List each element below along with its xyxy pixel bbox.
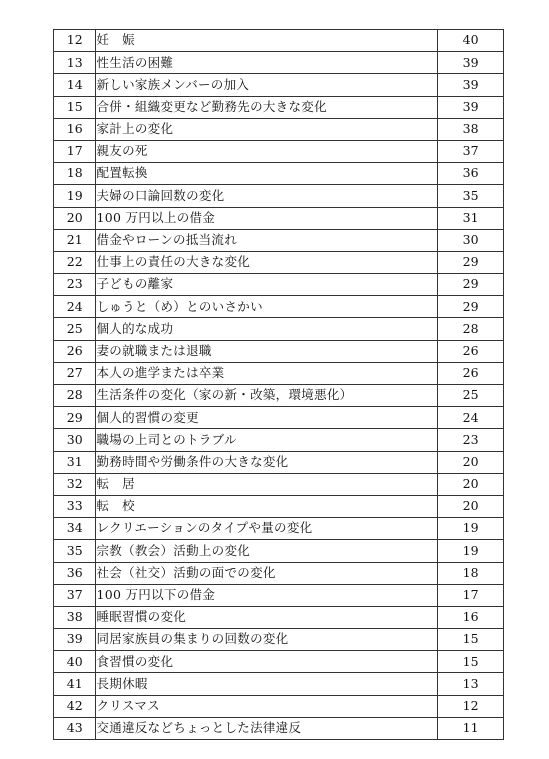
life-event-cell: 合併・組織変更など勤務先の大きな変化: [96, 96, 438, 118]
row-number-cell: 18: [54, 163, 96, 185]
stress-score-cell: 28: [438, 318, 504, 340]
life-event-cell: 100 万円以下の借金: [96, 584, 438, 606]
row-number-cell: 14: [54, 74, 96, 96]
row-number-cell: 30: [54, 429, 96, 451]
stress-score-cell: 12: [438, 695, 504, 717]
life-event-cell: 社会（社交）活動の面での変化: [96, 562, 438, 584]
stress-score-cell: 29: [438, 274, 504, 296]
life-event-cell: 同居家族員の集まりの回数の変化: [96, 629, 438, 651]
row-number-cell: 13: [54, 52, 96, 74]
life-event-cell: 子どもの離家: [96, 274, 438, 296]
stress-score-cell: 36: [438, 163, 504, 185]
table-row: [54, 429, 504, 451]
table-row: [54, 584, 504, 606]
stress-score-cell: 39: [438, 52, 504, 74]
row-number-cell: 42: [54, 695, 96, 717]
table-row: [54, 629, 504, 651]
life-events-table: [53, 29, 504, 740]
table-row: [54, 673, 504, 695]
table-row: [54, 74, 504, 96]
stress-score-cell: 23: [438, 429, 504, 451]
table-row: [54, 385, 504, 407]
row-number-cell: 27: [54, 362, 96, 384]
life-event-cell: 交通違反などちょっとした法律違反: [96, 717, 438, 739]
life-event-cell: しゅうと（め）とのいさかい: [96, 296, 438, 318]
life-event-cell: 食習慣の変化: [96, 651, 438, 673]
life-event-cell: 本人の進学または卒業: [96, 362, 438, 384]
life-event-cell: 借金やローンの抵当流れ: [96, 229, 438, 251]
table-row: [54, 540, 504, 562]
life-event-cell: 生活条件の変化（家の新・改築，環境悪化）: [96, 385, 438, 407]
table-row: [54, 562, 504, 584]
stress-score-cell: 25: [438, 385, 504, 407]
stress-score-cell: 19: [438, 518, 504, 540]
row-number-cell: 40: [54, 651, 96, 673]
stress-score-cell: 40: [438, 30, 504, 52]
life-event-cell: 配置転換: [96, 163, 438, 185]
life-event-cell: 性生活の困難: [96, 52, 438, 74]
table-row: [54, 407, 504, 429]
row-number-cell: 43: [54, 717, 96, 739]
row-number-cell: 16: [54, 118, 96, 140]
life-event-cell: 宗教（教会）活動上の変化: [96, 540, 438, 562]
table-row: [54, 695, 504, 717]
stress-score-cell: 20: [438, 495, 504, 517]
row-number-cell: 20: [54, 207, 96, 229]
life-event-cell: 夫婦の口論回数の変化: [96, 185, 438, 207]
stress-score-cell: 18: [438, 562, 504, 584]
stress-score-cell: 35: [438, 185, 504, 207]
life-event-cell: レクリエーションのタイプや量の変化: [96, 518, 438, 540]
stress-score-cell: 30: [438, 229, 504, 251]
table-body: [54, 30, 504, 740]
life-event-cell: 親友の死: [96, 140, 438, 162]
life-event-cell: 転 校: [96, 495, 438, 517]
row-number-cell: 28: [54, 385, 96, 407]
stress-score-cell: 19: [438, 540, 504, 562]
stress-score-cell: 20: [438, 451, 504, 473]
table-row: [54, 185, 504, 207]
stress-score-cell: 37: [438, 140, 504, 162]
life-event-cell: 睡眠習慣の変化: [96, 606, 438, 628]
life-event-cell: 仕事上の責任の大きな変化: [96, 251, 438, 273]
life-event-cell: 妻の就職または退職: [96, 340, 438, 362]
table-row: [54, 140, 504, 162]
table-row: [54, 606, 504, 628]
row-number-cell: 22: [54, 251, 96, 273]
table-row: [54, 451, 504, 473]
table-row: [54, 163, 504, 185]
table-row: [54, 96, 504, 118]
table-row: [54, 362, 504, 384]
row-number-cell: 32: [54, 473, 96, 495]
row-number-cell: 15: [54, 96, 96, 118]
row-number-cell: 33: [54, 495, 96, 517]
table-row: [54, 518, 504, 540]
life-event-cell: 個人的な成功: [96, 318, 438, 340]
stress-score-cell: 26: [438, 362, 504, 384]
row-number-cell: 39: [54, 629, 96, 651]
row-number-cell: 25: [54, 318, 96, 340]
life-event-cell: 個人的習慣の変更: [96, 407, 438, 429]
stress-score-cell: 11: [438, 717, 504, 739]
stress-score-cell: 17: [438, 584, 504, 606]
table-row: [54, 251, 504, 273]
table-row: [54, 495, 504, 517]
stress-score-cell: 26: [438, 340, 504, 362]
stress-score-cell: 15: [438, 651, 504, 673]
stress-score-cell: 31: [438, 207, 504, 229]
table-row: [54, 717, 504, 739]
stress-score-cell: 39: [438, 96, 504, 118]
stress-score-cell: 38: [438, 118, 504, 140]
row-number-cell: 38: [54, 606, 96, 628]
table-row: [54, 30, 504, 52]
stress-score-cell: 29: [438, 251, 504, 273]
life-event-cell: 長期休暇: [96, 673, 438, 695]
row-number-cell: 17: [54, 140, 96, 162]
life-event-cell: 勤務時間や労働条件の大きな変化: [96, 451, 438, 473]
life-event-cell: 職場の上司とのトラブル: [96, 429, 438, 451]
table-row: [54, 207, 504, 229]
life-event-cell: クリスマス: [96, 695, 438, 717]
stress-score-cell: 16: [438, 606, 504, 628]
life-event-cell: 妊 娠: [96, 30, 438, 52]
row-number-cell: 31: [54, 451, 96, 473]
table-row: [54, 651, 504, 673]
stress-score-cell: 39: [438, 74, 504, 96]
life-event-cell: 家計上の変化: [96, 118, 438, 140]
row-number-cell: 23: [54, 274, 96, 296]
row-number-cell: 12: [54, 30, 96, 52]
table-row: [54, 118, 504, 140]
table-row: [54, 296, 504, 318]
table-row: [54, 340, 504, 362]
life-event-cell: 新しい家族メンバーの加入: [96, 74, 438, 96]
row-number-cell: 29: [54, 407, 96, 429]
row-number-cell: 19: [54, 185, 96, 207]
row-number-cell: 35: [54, 540, 96, 562]
row-number-cell: 24: [54, 296, 96, 318]
row-number-cell: 41: [54, 673, 96, 695]
row-number-cell: 26: [54, 340, 96, 362]
table-row: [54, 229, 504, 251]
stress-score-cell: 20: [438, 473, 504, 495]
stress-score-cell: 29: [438, 296, 504, 318]
table-row: [54, 274, 504, 296]
table-row: [54, 473, 504, 495]
life-event-cell: 転 居: [96, 473, 438, 495]
row-number-cell: 37: [54, 584, 96, 606]
stress-score-cell: 13: [438, 673, 504, 695]
table-row: [54, 318, 504, 340]
stress-score-cell: 15: [438, 629, 504, 651]
stress-score-cell: 24: [438, 407, 504, 429]
life-event-cell: 100 万円以上の借金: [96, 207, 438, 229]
row-number-cell: 36: [54, 562, 96, 584]
row-number-cell: 34: [54, 518, 96, 540]
row-number-cell: 21: [54, 229, 96, 251]
table-row: [54, 52, 504, 74]
